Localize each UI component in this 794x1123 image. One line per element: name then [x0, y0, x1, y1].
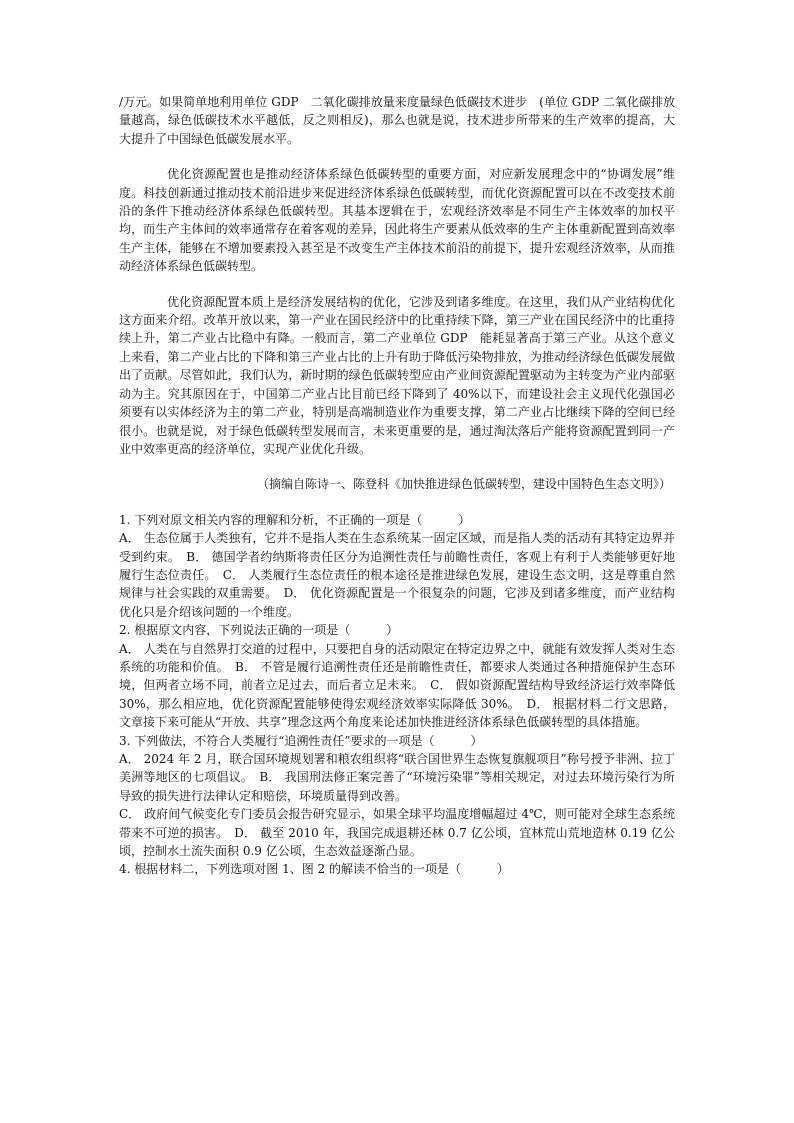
question-3-options-cd: C． 政府间气候变化专门委员会报告研究显示，如果全球平均温度增幅超过 4℃，则可能对全球生态系统带来不可逆的损害。 D． 截至 2010 年，我国完成退耕还林 0.7 亿公顷，宜林荒山荒地造林 0.19 亿公顷，控制水土流失面积 0.9 亿公顷，生态效益逐渐凸显。: [119, 807, 675, 859]
question-2-stem: 2. 根据原文内容，下列说法正确的一项是（ ）: [119, 623, 399, 638]
paragraph-gap: [119, 148, 675, 165]
question-1-options: A． 生态位属于人类独有，它并不是指人类在生态系统某一固定区域，而是指人类的活动有其特定边界并受到约束。 B． 德国学者约纳斯将责任区分为追溯性责任与前瞻性责任，客观上有利于人类能够更好地履行生态位责任。 C． 人类履行生态位责任的根本途径是推进绿色发展，建设生态文明，这是尊重自然规律与社会实践的双重需要。 D． 优化资源配置是一个很复杂的问题，它涉及到诸多维度，而产业结构优化只是介绍该问题的一个维度。: [119, 531, 675, 619]
paragraph-gap: [119, 494, 675, 511]
paragraph-3: 优化资源配置本质上是经济发展结构的优化，它涉及到诸多维度。在这里，我们从产业结构优化这方面来介绍。改革开放以来，第一产业在国民经济中的比重持续下降，第三产业在国民经济中的比重持续上升，第二产业占比稳中有降。一般而言，第二产业单位 GDP 能耗显著高于第三产业。从这个意义上来看，第二产业占比的下降和第三产业占比的上升有助于降低污染物排放，为推动经济绿色低碳发展做出了贡献。尽管如此，我们认为，新时期的绿色低碳转型应由产业间资源配置驱动为主转变为产业内部驱动为主。究其原因在于，中国第二产业占比目前已经下降到了 40%以下，而建设社会主义现代化强国必须要有以实体经济为主的第二产业，特别是高端制造业作为重要支撑，第二产业占比继续下降的空间已经很小。也就是说，对于绿色低碳转型发展而言，未来更重要的是，通过淘汰落后产能将资源配置到同一产业中效率更高的经济单位，实现产业优化升级。: [119, 294, 675, 456]
question-3-stem: 3. 下列做法，不符合人类履行“追溯性责任”要求的一项是（ ）: [119, 733, 483, 748]
paragraph-2: 优化资源配置也是推动经济体系绿色低碳转型的重要方面，对应新发展理念中的“协调发展”维度。科技创新通过推动技术前沿进步来促进经济体系绿色低碳转型，而优化资源配置可以在不改变技术前沿的条件下推动经济体系绿色低碳转型。其基本逻辑在于，宏观经济效率是不同生产主体效率的加权平均，而生产主体间的效率通常存在着客观的差异，因此将生产要素从低效率的生产主体重新配置到高效率生产主体，能够在不增加要素投入甚至是不改变生产主体技术前沿的前提下，提升宏观经济效率，从而推动经济体系绿色低碳转型。: [119, 167, 675, 274]
paragraph-1: /万元。如果简单地利用单位 GDP 二氧化碳排放量来度量绿色低碳技术进步 (单位 GDP 二氧化碳排放量越高，绿色低碳技术水平越低，反之则相反)，那么也就是说，技术进步所带来的生产效率的提高，大大提升了中国绿色低碳发展水平。: [119, 95, 675, 146]
question-3-options-ab: A． 2024 年 2 月，联合国环境规划署和粮农组织将“联合国世界生态恢复旗舰项目”称号授予非洲、拉丁美洲等地区的七项倡议。 B． 我国刑法修正案完善了“环境污染罪”等相关规定，对过去环境污染行为所导致的损失进行法律认定和赔偿，环境质量得到改善。: [119, 752, 675, 803]
document-page: [119, 93, 675, 879]
source-citation: （摘编自陈诗一、陈登科《加快推进绿色低碳转型，建设中国特色生态文明》）: [256, 477, 671, 492]
question-1-stem: 1. 下列对原文相关内容的理解和分析，不正确的一项是（ ）: [119, 512, 471, 527]
paragraph-gap: [119, 276, 675, 293]
paragraph-gap: [119, 458, 675, 475]
question-2-options: A． 人类在与自然界打交道的过程中，只要把自身的活动限定在特定边界之中，就能有效发挥人类对生态系统的功能和价值。 B． 不管是履行追溯性责任还是前瞻性责任，都要求人类通过各种措施保护生态环境，但两者立场不同，前者立足过去，而后者立足未来。 C． 假如资源配置结构导致经济运行效率降低 30%，那么相应地，优化资源配置能够使得宏观经济效率实际降低 30%。 D． 根据材料二行文思路，文章接下来可能从“开放、共享”理念这两个角度来论述加快推进经济体系绿色低碳转型的具体措施。: [119, 641, 675, 730]
question-4-stem: 4. 根据材料二，下列选项对图 1、图 2 的解读不恰当的一项是（ ）: [119, 862, 509, 877]
